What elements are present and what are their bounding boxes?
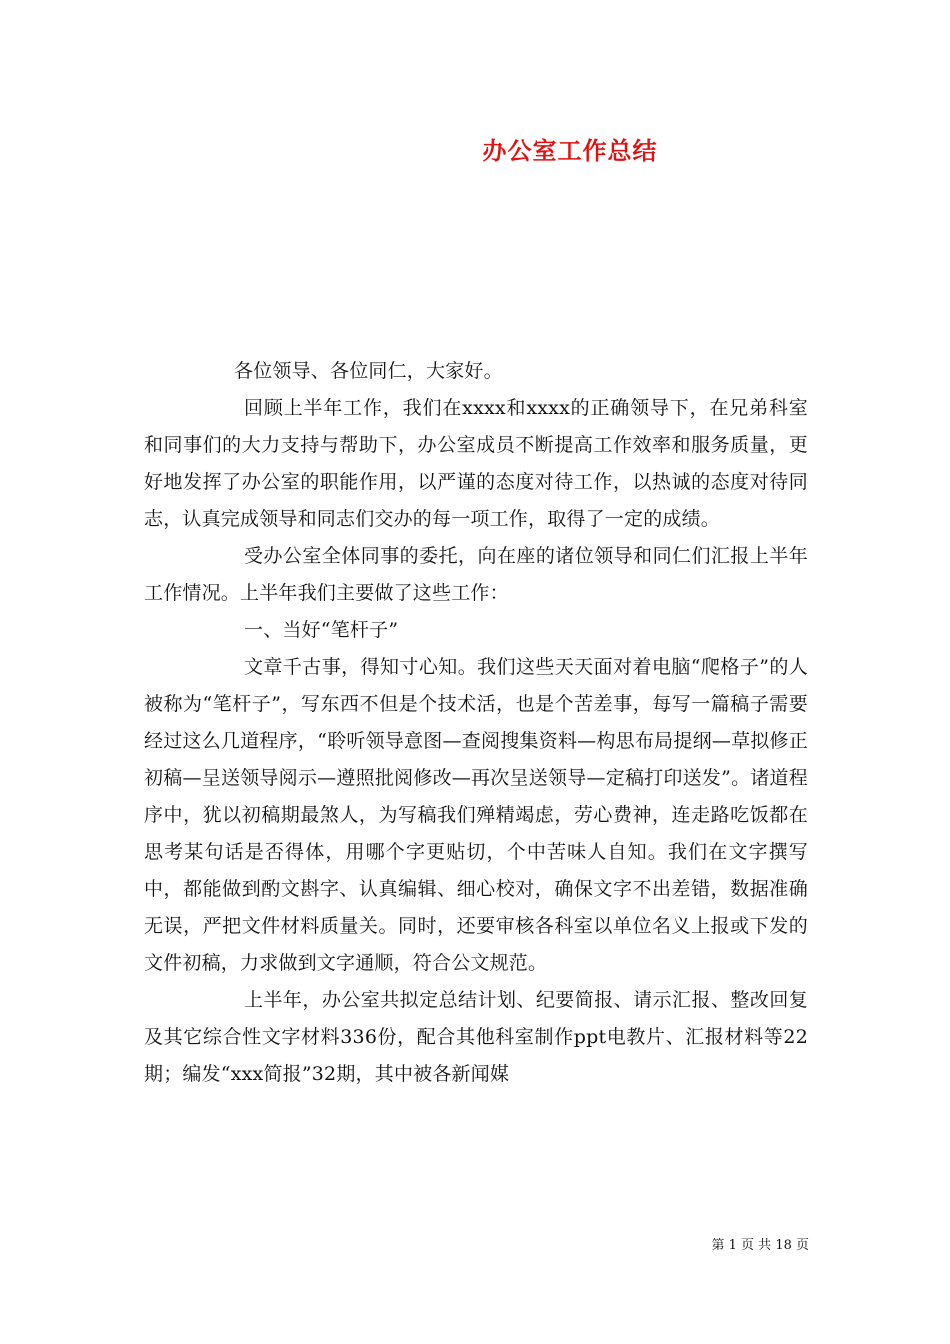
document-title: 办公室工作总结 bbox=[482, 136, 658, 165]
document-body bbox=[144, 353, 808, 1093]
review-paragraph: 回顾上半年工作，我们在xxxx和xxxx的正确领导下，在兄弟科室和同事们的大力支持与帮助下，办公室成员不断提高工作效率和服务质量，更好地发挥了办公室的职能作用，以严谨的态度对待工作，以热诚的态度对待同志，认真完成领导和同志们交办的每一项工作，取得了一定的成绩。 bbox=[144, 397, 808, 530]
statistics-paragraph: 上半年，办公室共拟定总结计划、纪要简报、请示汇报、整改回复及其它综合性文字材料336份，配合其他科室制作ppt电教片、汇报材料等22期；编发“xxx简报”32期，其中被各新闻媒 bbox=[144, 989, 808, 1085]
greeting-paragraph: 各位领导、各位同仁，大家好。 bbox=[234, 360, 503, 382]
section-heading: 一、当好“笔杆子” bbox=[244, 619, 399, 641]
writing-work-paragraph: 文章千古事，得知寸心知。我们这些天天面对着电脑“爬格子”的人被称为“笔杆子”，写东西不但是个技术活，也是个苦差事，每写一篇稿子需要经过这么几道程序，“聆听领导意图—查阅搜集资料—构思布局提纲—草拟修正初稿—呈送领导阅示—遵照批阅修改—再次呈送领导—定稿打印送发”。诸道程序中，犹以初稿期最煞人，为写稿我们殚精竭虑，劳心费神，连走路吃饭都在思考某句话是否得体，用哪个字更贴切，个中苦味人自知。我们在文字撰写中，都能做到酌文斟字、认真编辑、细心校对，确保文字不出差错，数据准确无误，严把文件材料质量关。同时，还要审核各科室以单位名义上报或下发的文件初稿，力求做到文字通顺，符合公文规范。 bbox=[144, 656, 808, 974]
report-intro-paragraph: 受办公室全体同事的委托，向在座的诸位领导和同仁们汇报上半年工作情况。上半年我们主要做了这些工作： bbox=[144, 545, 808, 604]
page-number: 第 1 页 共 18 页 bbox=[711, 1238, 809, 1253]
